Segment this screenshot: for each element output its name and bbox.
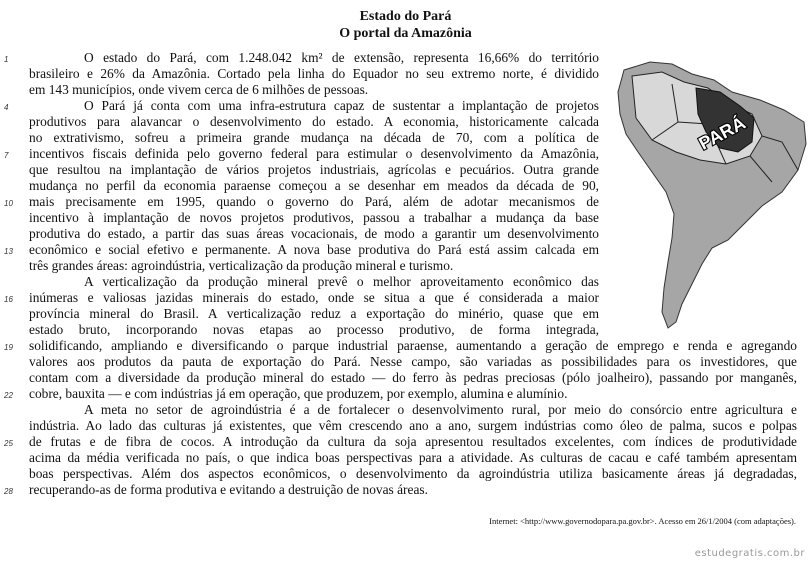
- text-line: brasileiro e 26% da Amazônia. Cortado pela linha do Equador no seu extremo norte, é dividido: [29, 66, 599, 81]
- line-number: 28: [4, 487, 13, 496]
- text-line: valores aos produtos da pauta de exportação do Pará. Nesse campo, são variadas as possibilidades para os investidores, que: [29, 354, 797, 369]
- text-line: em 143 municípios, onde vivem cerca de 6 milhões de pessoas.: [29, 82, 369, 97]
- line-number: 7: [4, 151, 9, 160]
- text-line: A verticalização da produção mineral prevê o melhor aproveitamento econômico das: [84, 274, 599, 289]
- south-america-map: [612, 52, 808, 332]
- text-line: de frutas e de fibra de cocos. A introdução da cultura da soja apresentou resultados excelentes, com índices de produtividade: [29, 434, 797, 449]
- text-line: A meta no setor de agroindústria é a de fortalecer o desenvolvimento rural, por meio do consórcio entre agricultura e: [84, 402, 797, 417]
- text-line: O Pará já conta com uma infra-estrutura capaz de sustentar a implantação de projetos: [84, 98, 599, 113]
- text-line: O estado do Pará, com 1.248.042 km² de extensão, representa 16,66% do território: [84, 50, 599, 65]
- line-number: 22: [4, 391, 13, 400]
- text-line: econômico e social efetivo e permanente. A nova base produtiva do Pará está assim calcada em: [29, 242, 599, 257]
- text-line: inúmeras e valiosas jazidas minerais do estado, onde se situa a que é considerada a maior: [29, 290, 599, 305]
- text-line: indústria. Ao lado das culturas já existentes, que vêm crescendo ano a ano, surgem indústrias como óleo de palma, sucos e polpas: [29, 418, 797, 433]
- text-line: produtivos para alavancar o desenvolvimento do estado. A economia, historicamente calcada: [29, 114, 599, 129]
- line-number: 10: [4, 199, 13, 208]
- document-title: Estado do Pará: [359, 9, 452, 24]
- text-line: incentivos fiscais definida pelo governo federal para estimular o desenvolvimento da Amazônia,: [29, 146, 599, 161]
- text-line: acima da média verificada no país, o que indica boas perspectivas para a atividade. As culturas de cacau e café também apresentam: [29, 450, 797, 465]
- text-line: que resultou na implantação de vários projetos industriais, agrícolas e pecuários. Outra grande: [29, 162, 599, 177]
- line-number: 1: [4, 55, 9, 64]
- text-line: mais precisamente em 1995, quando o governo do Pará, além de adotar mecanismos de: [29, 194, 599, 209]
- line-number: 16: [4, 295, 13, 304]
- text-line: recuperando-as de forma produtiva e evitando a destruição de novas áreas.: [29, 482, 428, 497]
- source-citation: Internet: <http://www.governodopara.pa.gov.br>. Acesso em 26/1/2004 (com adaptações).: [489, 516, 796, 526]
- text-line: produtiva do estado, a partir das suas áreas vocacionais, de modo a garantir um desenvolvimento: [29, 226, 599, 241]
- line-number: 25: [4, 439, 13, 448]
- text-line: mudança no perfil da economia paraense começou a se desenhar em meados da década de 90,: [29, 178, 599, 193]
- text-line: cobre, bauxita — e com indústrias já em operação, que produzem, por exemplo, alumina e alumínio.: [29, 386, 568, 401]
- line-number: 13: [4, 247, 13, 256]
- text-line: estado bruto, incorporando novas etapas ao processo produtivo, de forma integrada,: [29, 322, 599, 337]
- text-line: incentivo à implantação de novos projetos produtivos, passou a trabalhar a mudança da base: [29, 210, 599, 225]
- text-line: boas perspectivas. Além dos aspectos econômicos, o desenvolvimento da agroindústria utiliza basicamente áreas já degradadas,: [29, 466, 797, 481]
- watermark: estudegratis.com.br: [694, 548, 805, 559]
- line-number: 4: [4, 103, 9, 112]
- text-line: contam com a diversidade da produção mineral do estado — do ferro às pedras preciosas (pólo joalheiro), passando por manganês,: [29, 370, 797, 385]
- para-map-label: PARÁ: [695, 112, 749, 154]
- text-line: província mineral do Brasil. A verticalização reduz a exportação do minério, quase que em: [29, 306, 599, 321]
- text-line: no extrativismo, sofreu a primeira grande mudança na década de 70, com a política de: [29, 130, 599, 145]
- line-number: 19: [4, 343, 13, 352]
- document-subtitle: O portal da Amazônia: [339, 26, 472, 41]
- text-line: solidificando, ampliando e diversificando o parque industrial paraense, aumentando a geração de emprego e renda e agregando: [29, 338, 797, 353]
- text-line: três grandes áreas: agroindústria, verticalização da produção mineral e turismo.: [29, 258, 454, 273]
